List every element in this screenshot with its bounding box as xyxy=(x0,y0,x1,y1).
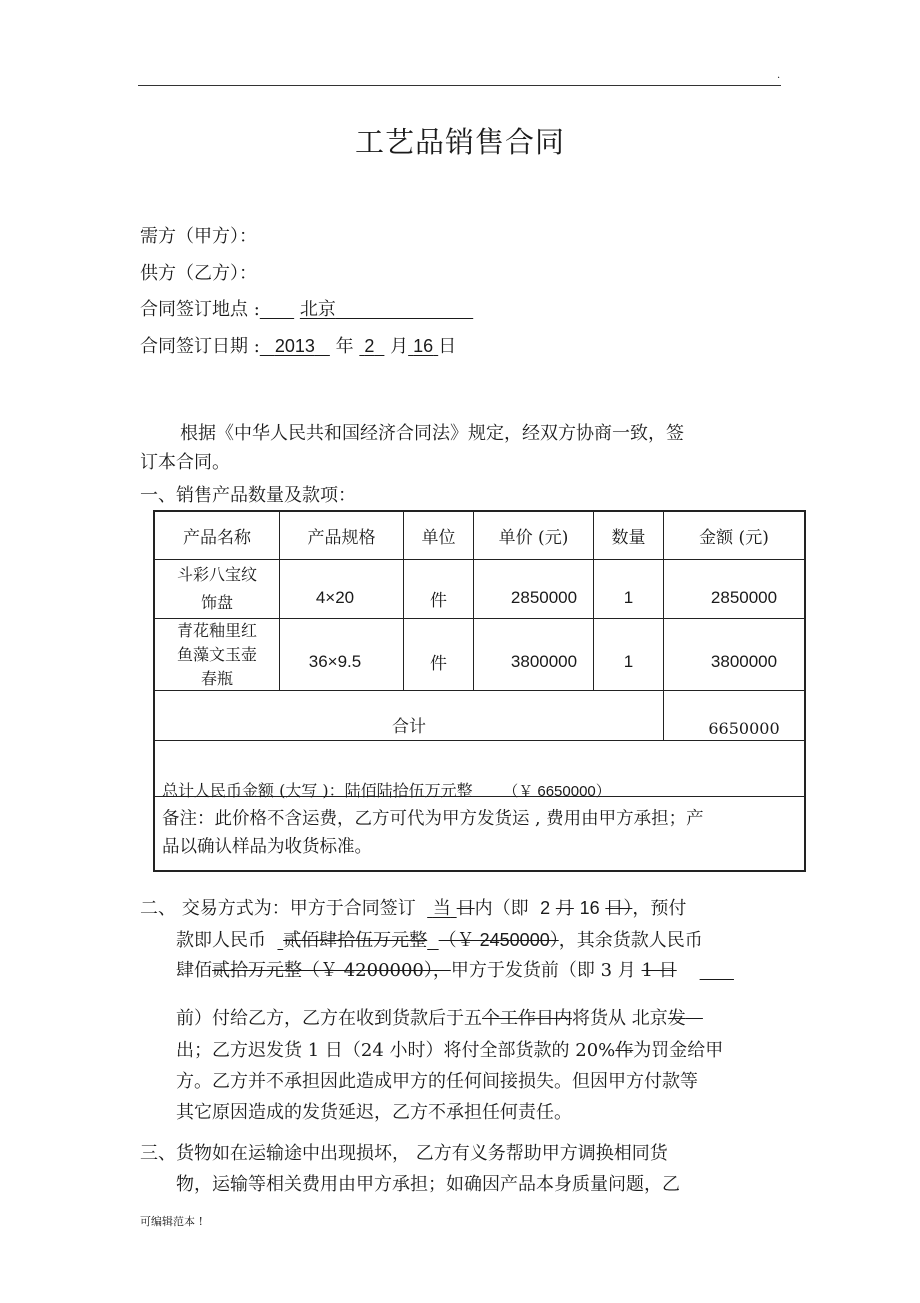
place-value: 北京 xyxy=(299,299,336,320)
place-blank xyxy=(260,299,294,320)
s2-text: 前）付给乙方，乙方在收到货款后于五 xyxy=(176,1008,482,1029)
s2-strike-day: 日 xyxy=(456,898,475,919)
row1-spec: 4×20 xyxy=(315,588,355,607)
section-2-line-1 xyxy=(140,893,686,924)
header-unit: 单位 xyxy=(421,528,456,548)
place-blank-2 xyxy=(336,299,473,320)
section-2-line-4 xyxy=(176,1004,703,1034)
s2-strike-month: 月 xyxy=(555,898,574,919)
s2-blank xyxy=(700,960,734,981)
section-2-line-7: 其它原因造成的发货延迟，乙方不承担任何责任。 xyxy=(176,1102,572,1123)
section-2-line-6: 方。乙方并不承担因此造成甲方的任何间接损失。但因甲方付款等 xyxy=(176,1071,698,1092)
header-product-name: 产品名称 xyxy=(183,528,251,548)
s2-text: 甲方于发货前（即 3 月 xyxy=(450,960,636,981)
s2-strike-date: 1 日 xyxy=(641,960,677,981)
row2-name-line1: 青花釉里红 xyxy=(176,620,257,640)
month-unit: 月 xyxy=(390,336,409,357)
section-3-line-1: 三、货物如在运输途中出现损坏， 乙方有义务帮助甲方调换相同货 xyxy=(140,1143,668,1164)
header-quantity: 数量 xyxy=(611,528,646,548)
row2-amount: 3800000 xyxy=(710,651,778,671)
header-rule xyxy=(138,85,781,86)
s2-text: 肆佰 xyxy=(176,960,212,981)
s2-strike-amount: 贰佰肆拾伍万元整 xyxy=(283,930,428,951)
capital-amount-line xyxy=(162,778,611,801)
row2-spec: 36×9.5 xyxy=(308,651,362,671)
footer-note: 可编辑范本 ! xyxy=(140,1215,203,1228)
remark-line-2: 品以确认样品为收货标准。 xyxy=(162,837,372,857)
s2-text: ，预付 xyxy=(632,898,687,919)
row1-price: 2850000 xyxy=(510,588,578,607)
s2-text: 内（即 xyxy=(474,898,529,919)
row2-price: 3800000 xyxy=(510,651,578,671)
date-line xyxy=(140,332,456,358)
remark-line-1: 备注：此价格不含运费，乙方可代为甲方发货运 , 费用由甲方承担；产 xyxy=(162,809,704,829)
section-2-line-2 xyxy=(176,925,703,956)
day-value: 16 xyxy=(413,336,434,356)
month-value: 2 xyxy=(364,336,375,356)
header-dot: . xyxy=(777,70,781,81)
row2-unit: 件 xyxy=(430,654,447,674)
total-label: 合计 xyxy=(392,716,426,737)
header-spec: 产品规格 xyxy=(307,528,376,548)
s2-text: 将货从 北京 xyxy=(572,1008,668,1029)
capital-number: （￥ 6650000） xyxy=(503,783,611,800)
section-2-line-3 xyxy=(176,956,734,986)
s2-day: 16 xyxy=(579,898,600,918)
capital-label: 总计人民币金额 (大写 )： xyxy=(162,781,345,800)
section-1-title: 一、销售产品数量及款项： xyxy=(140,485,356,506)
header-unit-price: 单价 (元) xyxy=(498,528,569,548)
s2-strike-remaining: 贰拾万元整（￥ 4200000）， xyxy=(212,960,451,981)
seller-line: 供方（乙方）： xyxy=(140,263,257,284)
s2-strike-number: （￥ 2450000） xyxy=(438,930,559,950)
year-unit: 年 xyxy=(335,336,354,357)
capital-value: 陆佰陆拾伍万元整 xyxy=(344,781,473,800)
header-amount: 金额 (元) xyxy=(699,528,769,548)
row1-amount: 2850000 xyxy=(710,588,778,607)
row1-name-line1: 斗彩八宝纹 xyxy=(176,565,257,584)
s2-strike-as: 作 xyxy=(615,1040,634,1061)
row1-quantity: 1 xyxy=(623,588,634,607)
row2-product-name xyxy=(155,619,279,690)
product-table xyxy=(153,510,806,872)
year-value: 2013 xyxy=(274,336,315,356)
s2-strike-tail xyxy=(686,1008,703,1029)
s2-text: ，其余货款人民币 xyxy=(558,930,703,951)
s2-strike-close: 日） xyxy=(605,898,633,919)
row1-product-name xyxy=(155,560,279,618)
section-2-line-5 xyxy=(176,1036,723,1066)
row1-name-line2: 饰盘 xyxy=(200,593,233,612)
intro-line-1: 根据《中华人民共和国经济合同法》规定，经双方协商一致，签 xyxy=(180,423,684,444)
intro-line-2: 订本合同。 xyxy=(140,452,230,473)
section-3-line-2: 物，运输等相关费用由甲方承担；如确因产品本身质量问题，乙 xyxy=(176,1174,680,1195)
s2-text: 为罚金给甲 xyxy=(633,1040,724,1061)
s2-strike-workdays: 个工作日内 xyxy=(482,1008,572,1029)
s2-text: 二、 交易方式为：甲方于合同签订 xyxy=(140,898,416,919)
s2-text: 出；乙方迟发货 1 日（24 小时）将付全部货款的 20% xyxy=(176,1040,616,1061)
buyer-line: 需方（甲方）： xyxy=(140,226,257,247)
row2-quantity: 1 xyxy=(623,651,634,671)
s2-month: 2 xyxy=(540,898,551,918)
s2-text: 款即人民币 xyxy=(176,930,266,951)
remark xyxy=(162,805,802,861)
place-label: 合同签订地点 : xyxy=(140,299,260,320)
row2-name-line3: 春瓶 xyxy=(200,668,233,688)
day-unit: 日 xyxy=(438,336,457,357)
s2-blank: 当 xyxy=(432,898,451,919)
row2-name-line2: 鱼藻文玉壶 xyxy=(176,644,257,664)
s2-blank xyxy=(427,930,438,951)
page-title: 工艺品销售合同 xyxy=(354,125,565,159)
place-line xyxy=(140,295,473,321)
s2-strike-ship: 发 xyxy=(667,1008,686,1029)
row1-unit: 件 xyxy=(430,590,447,611)
date-label: 合同签订日期 : xyxy=(140,336,260,357)
total-value: 6650000 xyxy=(708,718,780,738)
